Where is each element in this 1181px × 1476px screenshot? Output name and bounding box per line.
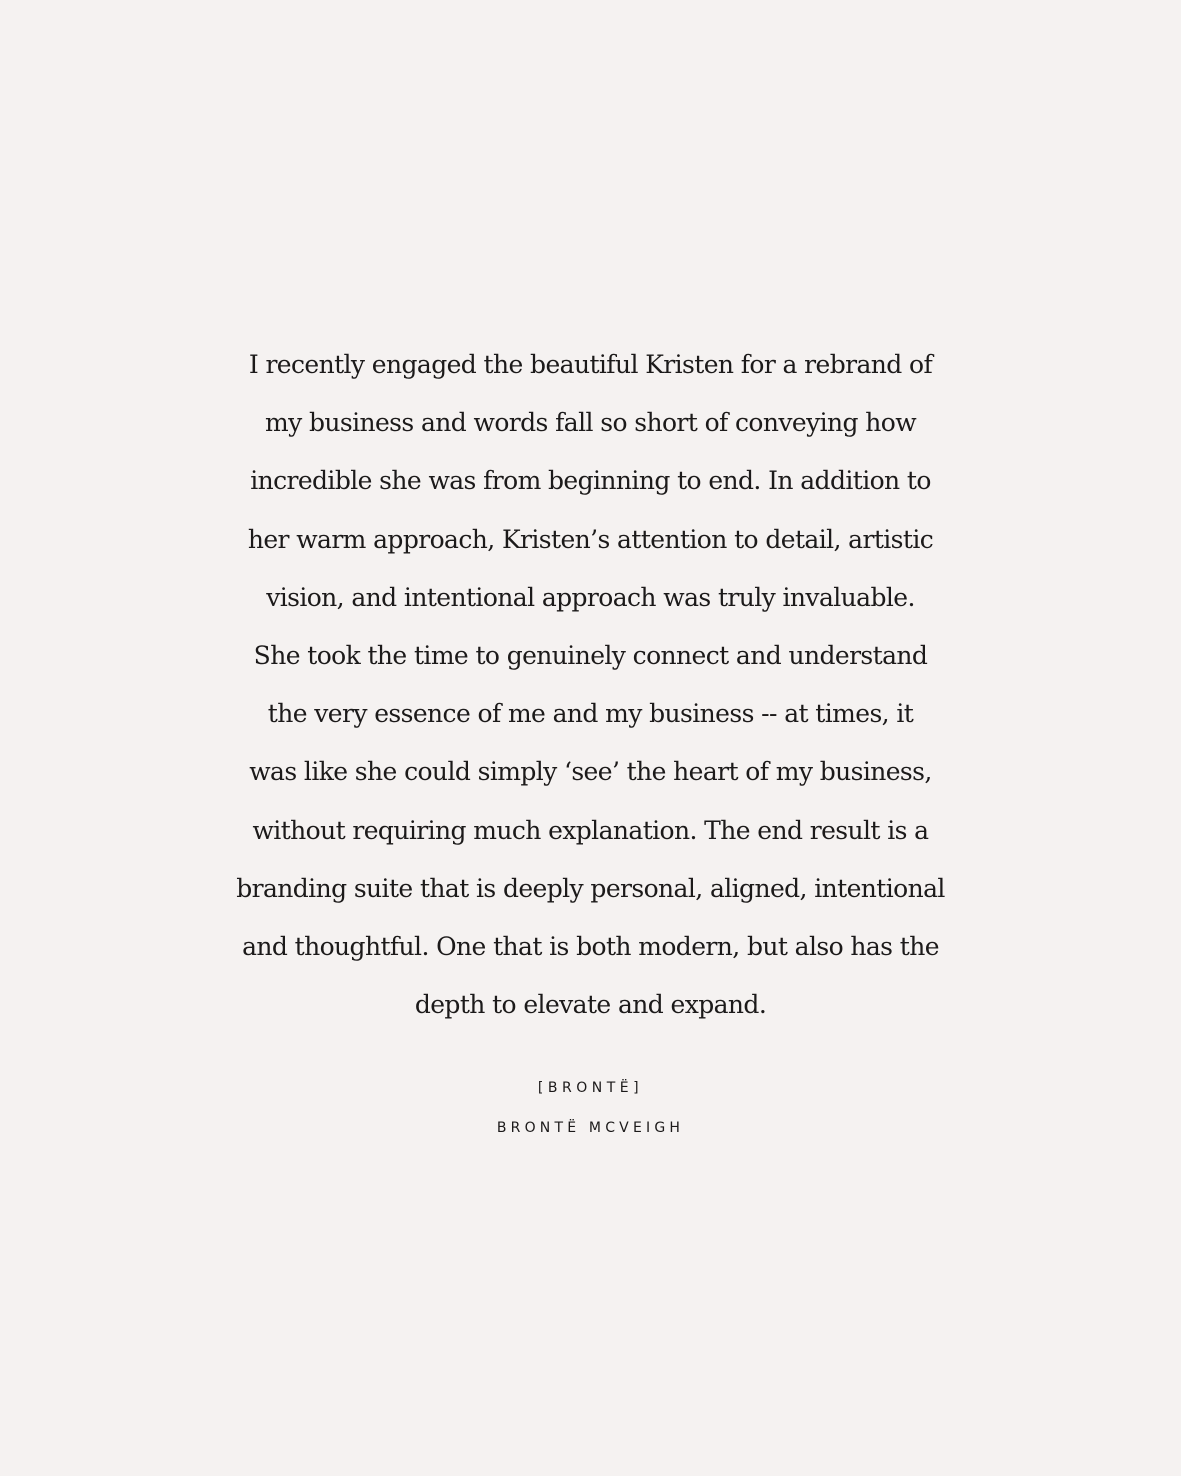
quote-line: and thoughtful. One that is both modern, but also has the xyxy=(242,932,939,962)
brand-name: [BRONTË] xyxy=(537,1080,644,1096)
quote-line: She took the time to genuinely connect and understand xyxy=(253,641,928,671)
quote-line: branding suite that is deeply personal, aligned, intentional xyxy=(236,873,945,903)
quote-line: incredible she was from beginning to end. In addition to xyxy=(250,466,931,496)
author-name: BRONTË MCVEIGH xyxy=(496,1120,685,1136)
quote-line: the very essence of me and my business -- at times, it xyxy=(267,699,914,729)
quote-line: I recently engaged the beautiful Kristen for a rebrand of xyxy=(248,350,933,379)
quote-line: her warm approach, Kristen’s attention to detail, artistic xyxy=(247,524,934,554)
quote-line: my business and words fall so short of conveying how xyxy=(264,408,917,438)
testimonial-quote xyxy=(100,336,1081,1034)
quote-line: was like she could simply ‘see’ the heart of my business, xyxy=(249,757,932,787)
attribution xyxy=(100,1078,1081,1138)
quote-line: depth to elevate and expand. xyxy=(414,990,767,1020)
quote-line: without requiring much explanation. The end result is a xyxy=(252,815,929,845)
quote-line: vision, and intentional approach was truly invaluable. xyxy=(266,582,915,612)
